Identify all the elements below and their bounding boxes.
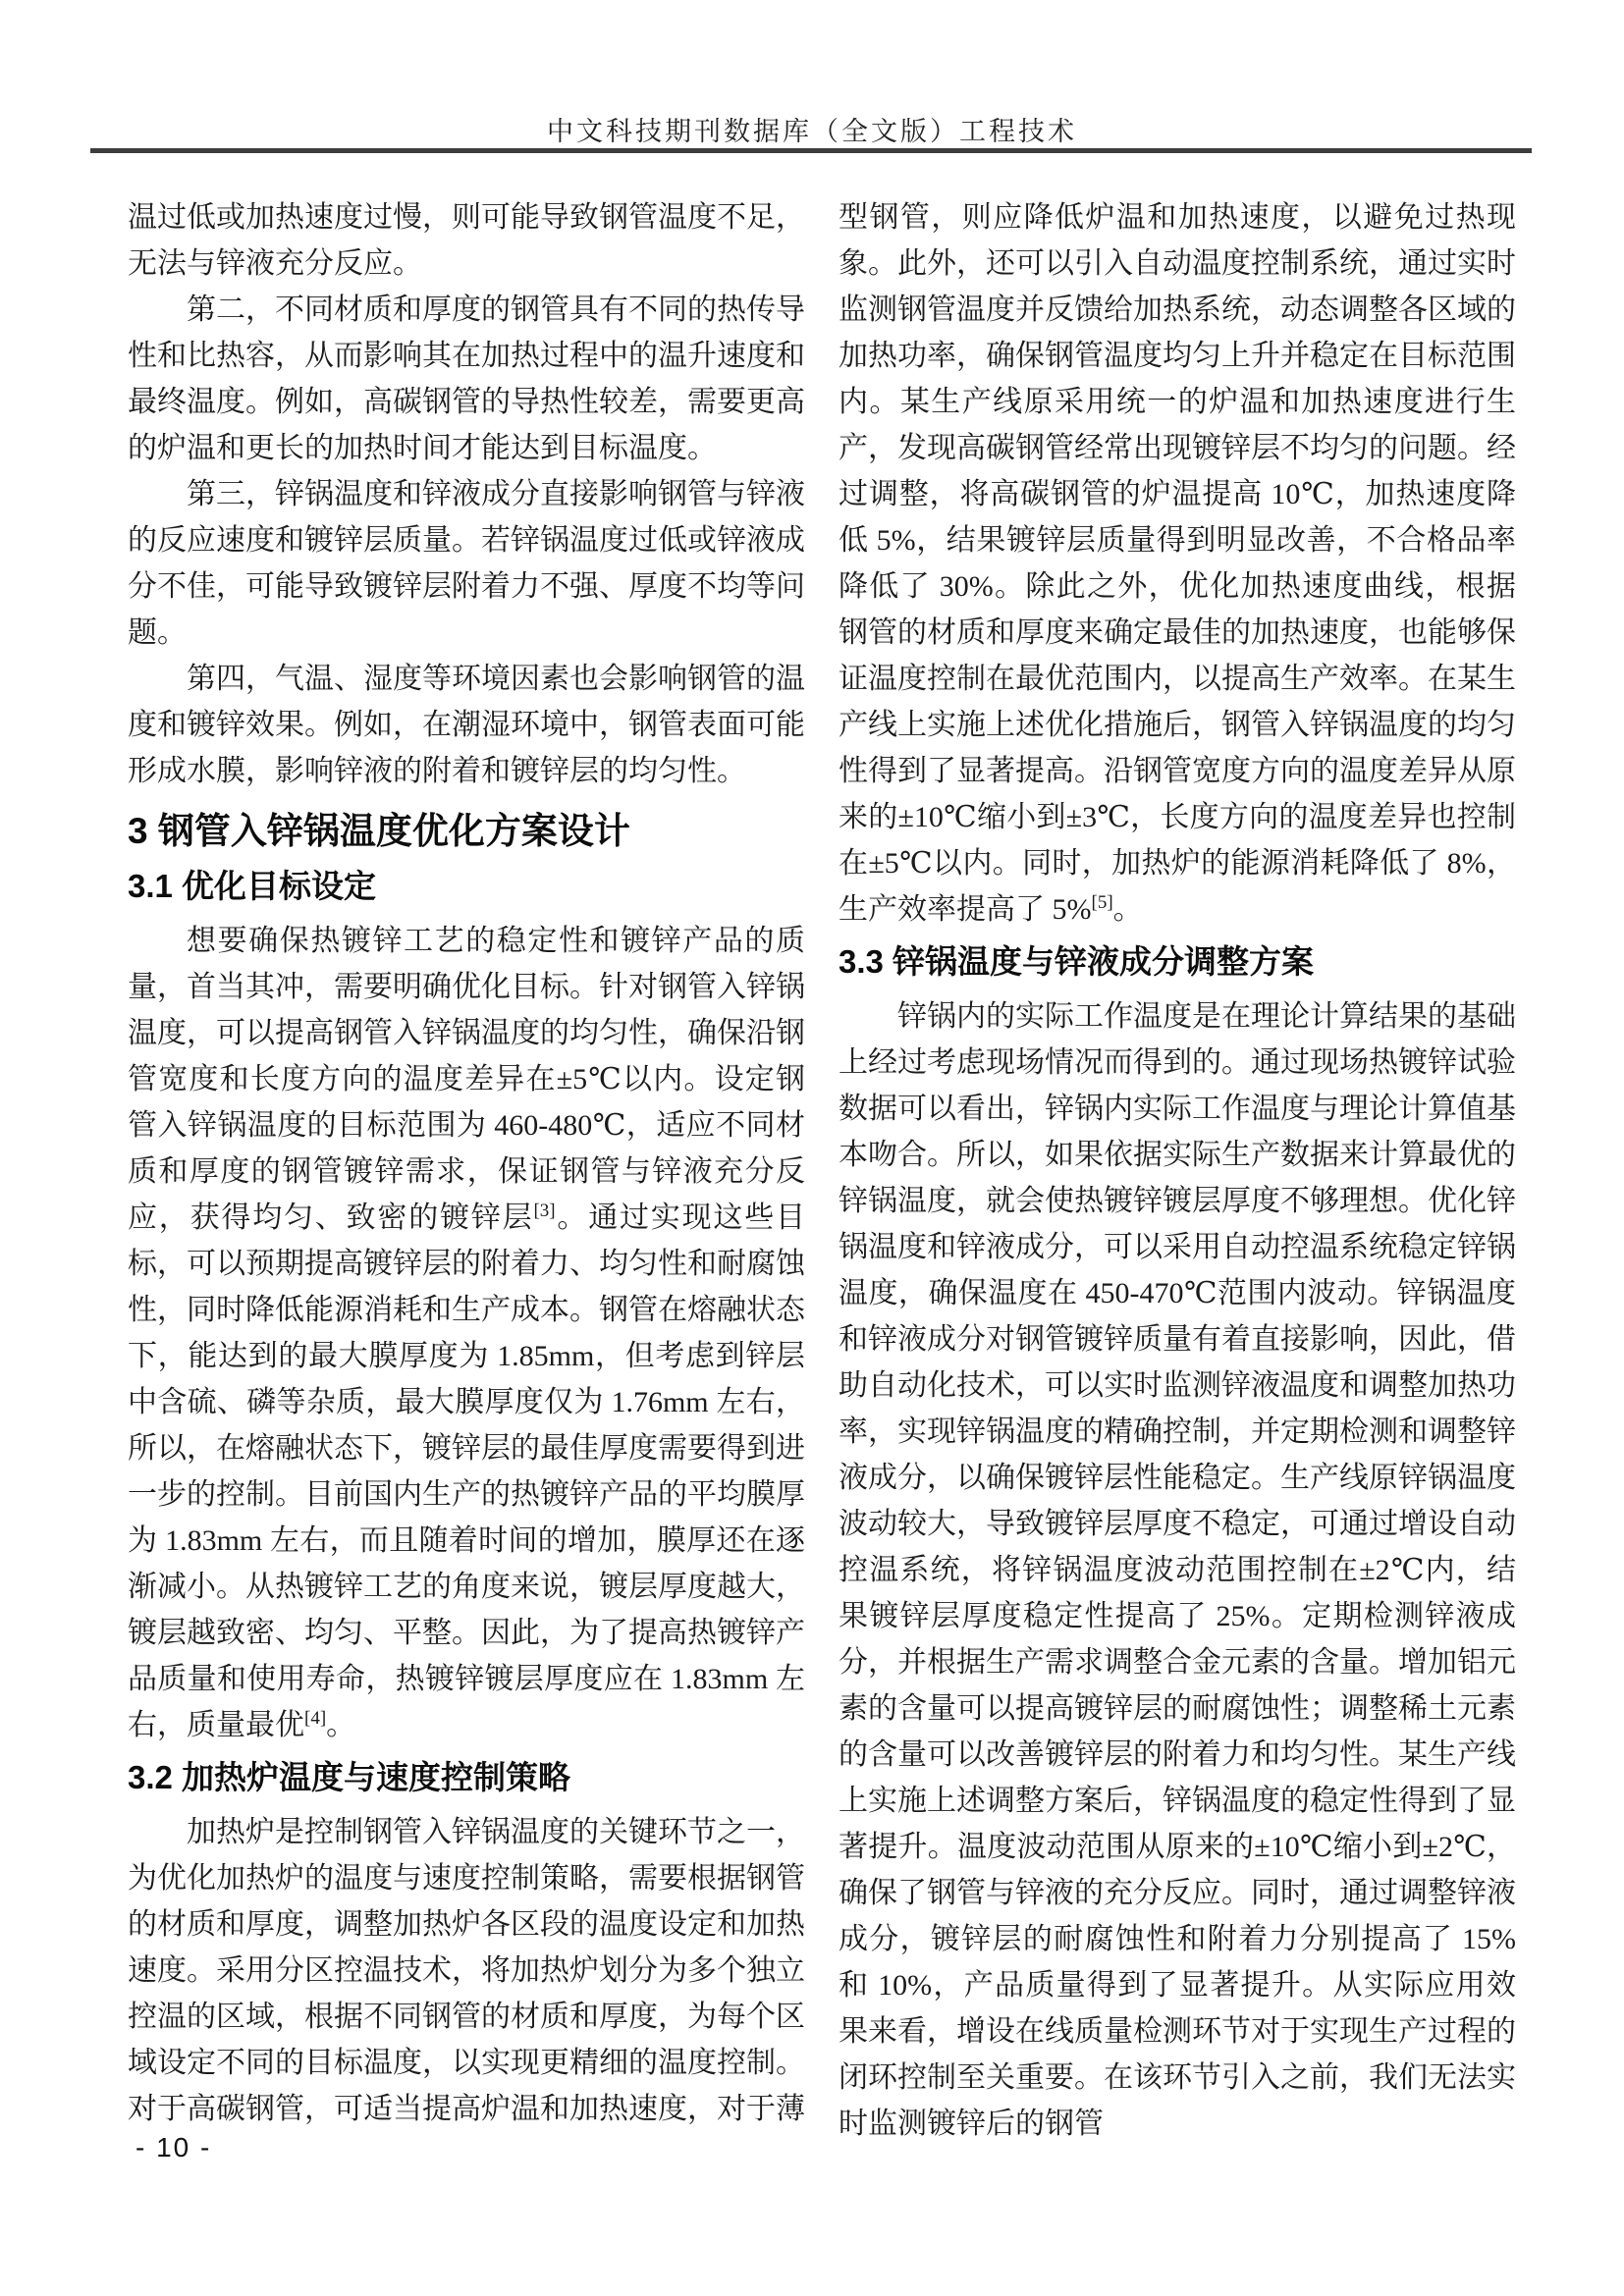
citation-ref-4: [4] — [304, 1708, 327, 1729]
page-number: - 10 - — [135, 2132, 212, 2163]
paragraph-3-1-text-c: 。 — [326, 1709, 356, 1741]
section-3-2-heading: 3.2 加热炉温度与速度控制策略 — [128, 1759, 571, 1795]
citation-ref-3: [3] — [533, 1201, 556, 1221]
paragraph-continuation: 温过低或加热速度过慢，则可能导致钢管温度不足，无法与锌液充分反应。 — [128, 201, 805, 280]
left-column — [128, 194, 805, 2147]
section-3-3-heading: 3.3 锌锅温度与锌液成分调整方案 — [839, 943, 1315, 980]
paragraph-third-factor: 第三，锌锅温度和锌液成分直接影响钢管与锌液的反应速度和镀锌层质量。若锌锅温度过低或锌液成分不佳，可能导致镀锌层附着力不强、厚度不均等问题。 — [128, 478, 805, 649]
paragraph-3-2-body: 加热炉是控制钢管入锌锅温度的关键环节之一，为优化加热炉的温度与速度控制策略，需要根据钢管的材质和厚度，调整加热炉各区段的温度设定和加热速度。采用分区控温技术，将加热炉划分为多个独立控温的区域，根据不同钢管的材质和厚度，为每个区域设定不同的目标温度，以实现更精细的温度控制。对于高碳钢管，可适当提高炉温和加热速度，对于薄 — [128, 1816, 805, 2125]
paragraph-3-2-continuation — [839, 194, 1516, 933]
paragraph-3-3-body: 锌锅内的实际工作温度是在理论计算结果的基础上经过考虑现场情况而得到的。通过现场热镀锌试验数据可以看出，锌锅内实际工作温度与理论计算值基本吻合。所以，如果依据实际生产数据来计算最优的锌锅温度，就会使热镀锌镀层厚度不够理想。优化锌锅温度和锌液成分，可以采用自动控温系统稳定锌锅温度，确保温度在 450-470℃范围内波动。锌锅温度和锌液成分对钢管镀锌质量有着直接影响，因此，借助自动化技术，可以实时监测锌液温度和调整加热功率，实现锌锅温度的精确控制，并定期检测和调整锌液成分，以确保镀锌层性能稳定。生产线原锌锅温度波动较大，导致镀锌层厚度不稳定，可通过增设自动控温系统，将锌锅温度波动范围控制在±2℃内，结果镀锌层厚度稳定性提高了 25%。定期检测锌液成分，并根据生产需求调整合金元素的含量。增加铝元素的含量可以提高镀锌层的耐腐蚀性；调整稀土元素的含量可以改善镀锌层的附着力和均匀性。某生产线上实施上述调整方案后，锌锅温度的稳定性得到了显著提升。温度波动范围从原来的±10℃缩小到±2℃，确保了钢管与锌液的充分反应。同时，通过调整锌液成分，镀锌层的耐腐蚀性和附着力分别提高了 15%和 10%，产品质量得到了显著提升。从实际应用效果来看，增设在线质量检测环节对于实现生产过程的闭环控制至关重要。在该环节引入之前，我们无法实时监测镀锌后的钢管 — [839, 1000, 1516, 2140]
section-3-1-heading: 3.1 优化目标设定 — [128, 868, 377, 904]
citation-ref-5: [5] — [1091, 892, 1113, 913]
paragraph-3-1-body — [128, 918, 805, 1748]
paragraph-3-1-text-a: 想要确保热镀锌工艺的稳定性和镀锌产品的质量，首当其冲，需要明确优化目标。针对钢管入锌锅温度，可以提高钢管入锌锅温度的均匀性，确保沿钢管宽度和长度方向的温度差异在±5℃以内。设定钢管入锌锅温度的目标范围为 460-480℃，适应不同材质和厚度的钢管镀锌需求，保证钢管与锌液充分反应，获得均匀、致密的镀锌层 — [128, 925, 805, 1234]
running-head-title: 中文科技期刊数据库（全文版）工程技术 — [547, 117, 1077, 146]
section-3-heading: 3 钢管入锌锅温度优化方案设计 — [128, 811, 630, 851]
paragraph-3-2-cont-text-b: 。 — [1112, 893, 1143, 926]
two-column-body — [128, 194, 1516, 2147]
paragraph-3-2-cont-text-a: 型钢管，则应降低炉温和加热速度，以避免过热现象。此外，还可以引入自动温度控制系统，通过实时监测钢管温度并反馈给加热系统，动态调整各区域的加热功率，确保钢管温度均匀上升并稳定在目标范围内。某生产线原采用统一的炉温和加热速度进行生产，发现高碳钢管经常出现镀锌层不均匀的问题。经过调整，将高碳钢管的炉温提高 10℃，加热速度降低 5%，结果镀锌层质量得到明显改善，不合格品率降低了 30%。除此之外，优化加热速度曲线，根据钢管的材质和厚度来确定最佳的加热速度，也能够保证温度控制在最优范围内，以提高生产效率。在某生产线上实施上述优化措施后，钢管入锌锅温度的均匀性得到了显著提高。沿钢管宽度方向的温度差异从原来的±10℃缩小到±3℃，长度方向的温度差异也控制在±5℃以内。同时，加热炉的能源消耗降低了 8%，生产效率提高了 5% — [839, 201, 1516, 926]
paragraph-fourth-factor: 第四，气温、湿度等环境因素也会影响钢管的温度和镀锌效果。例如，在潮湿环境中，钢管表面可能形成水膜，影响锌液的附着和镀锌层的均匀性。 — [128, 663, 805, 787]
paragraph-second-factor: 第二，不同材质和厚度的钢管具有不同的热传导性和比热容，从而影响其在加热过程中的温升速度和最终温度。例如，高碳钢管的导热性较差，需要更高的炉温和更长的加热时间才能达到目标温度。 — [128, 294, 805, 464]
header-rule — [90, 148, 1532, 153]
right-column — [839, 194, 1516, 2147]
paragraph-3-1-text-b: 。通过实现这些目标，可以预期提高镀锌层的附着力、均匀性和耐腐蚀性，同时降低能源消耗和生产成本。钢管在熔融状态下，能达到的最大膜厚度为 1.85mm，但考虑到锌层中含硫、磷等杂质，最大膜厚度仅为 1.76mm 左右，所以，在熔融状态下，镀锌层的最佳厚度需要得到进一步的控制。目前国内生产的热镀锌产品的平均膜厚为 1.83mm 左右，而且随着时间的增加，膜厚还在逐渐减小。从热镀锌工艺的角度来说，镀层厚度越大，镀层越致密、均匀、平整。因此，为了提高热镀锌产品质量和使用寿命，热镀锌镀层厚度应在 1.83mm 左右，质量最优 — [128, 1201, 806, 1741]
